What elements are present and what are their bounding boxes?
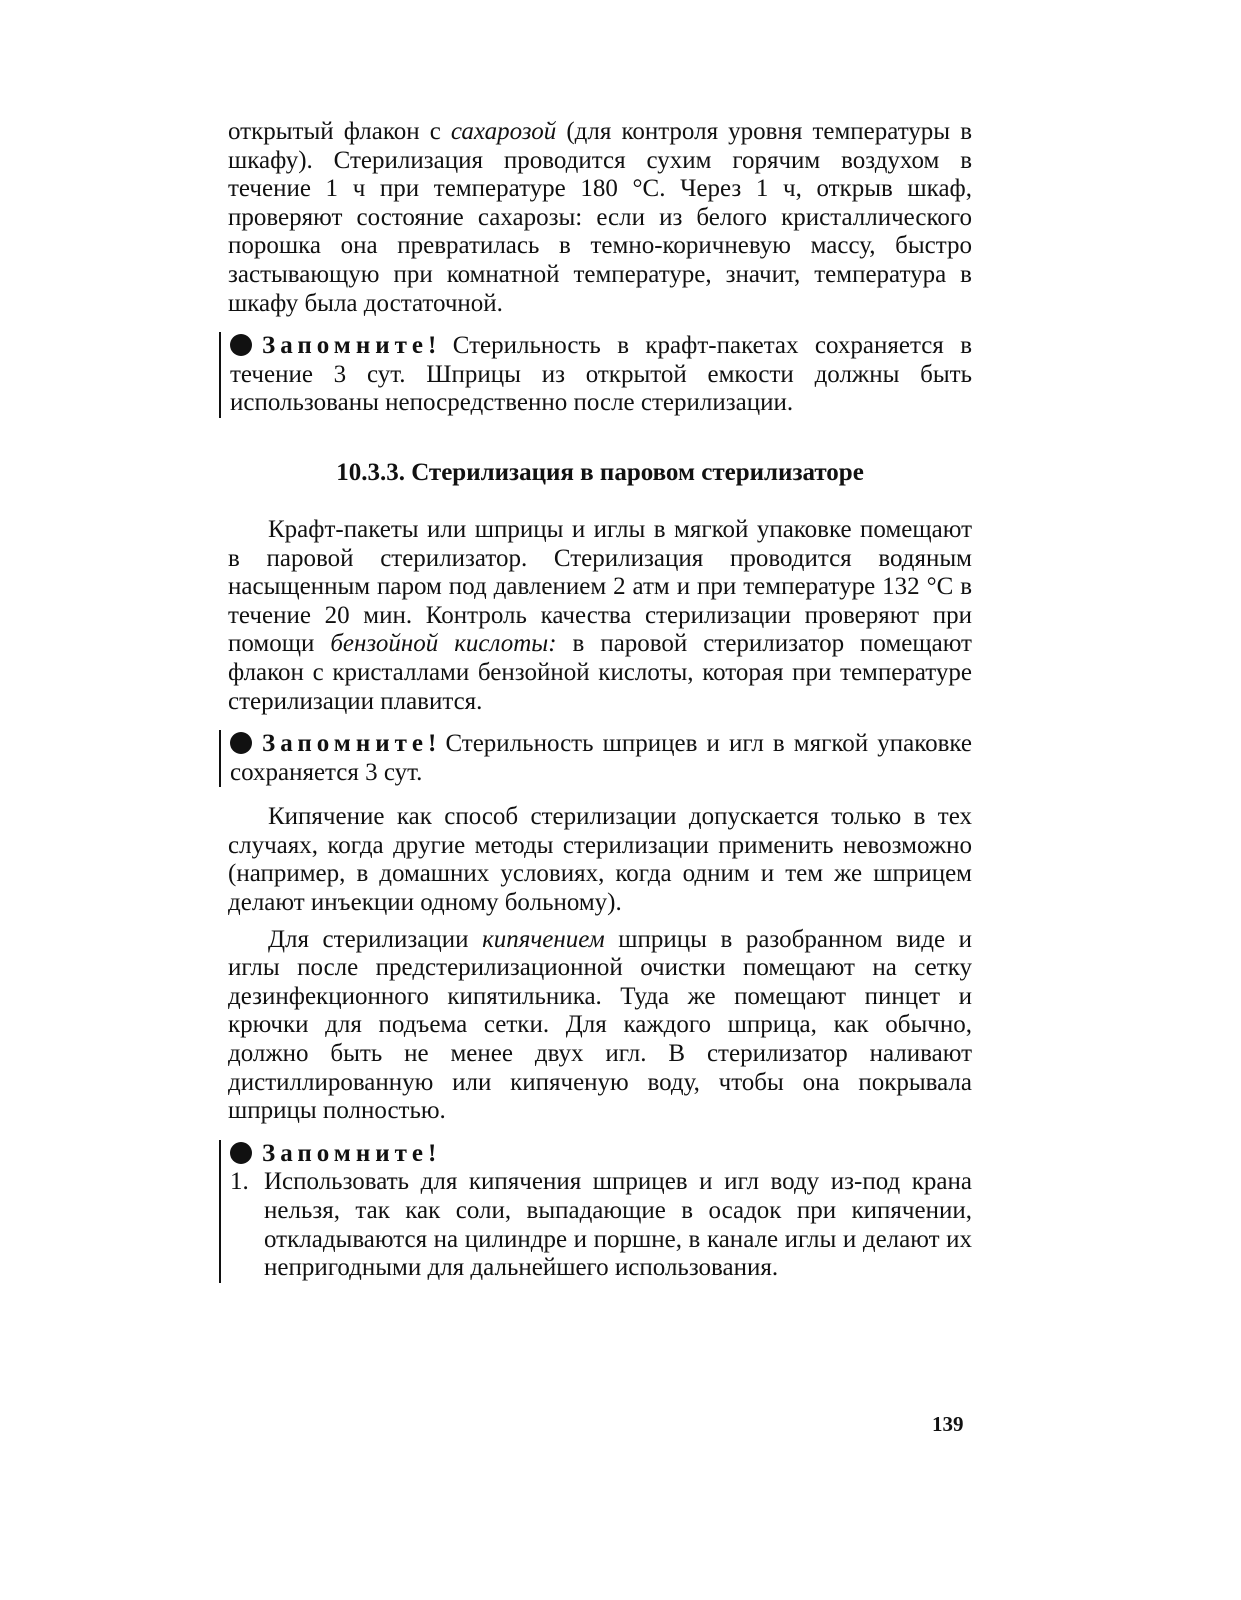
list-number: 1.	[230, 1168, 249, 1196]
list-item	[230, 1168, 972, 1282]
paragraph-text: Крафт-пакеты или шприцы и иглы в мягкой упаковке помещают в паровой стерилизатор. Стерилизация проводится водяным насыщенным паром под давлением 2 атм и при температуре 132 °С в течение 20 мин. Контроль качества стерилизации проверяют при помощи	[228, 515, 972, 658]
remember-note-2	[228, 730, 972, 787]
note-text	[230, 730, 972, 787]
note-margin-bar	[219, 1140, 221, 1283]
note-body: Стерильность в крафт-пакетах сохраняется в течение 3 сут. Шприцы из открытой емкости должны быть использованы непосредственно после стерилизации.	[230, 332, 972, 417]
list-text: Использовать для кипячения шприцев и игл воду из-под крана нельзя, так как соли, выпадающие в осадок при кипячении, откладываются на цилиндре и поршне, в канале иглы и делают их непригодными для дальнейшего использования.	[264, 1168, 972, 1282]
bullet-icon	[230, 1142, 252, 1164]
paragraph-text: Для стерилизации	[268, 925, 483, 953]
bullet-icon	[230, 334, 252, 356]
paragraph-text: открытый флакон с	[228, 118, 451, 145]
note-heading	[230, 1140, 972, 1169]
bullet-icon	[230, 732, 252, 754]
page-content	[228, 118, 972, 1283]
remember-note-3	[228, 1140, 972, 1283]
italic-term: бензойной кислоты:	[330, 630, 557, 658]
note-margin-bar	[219, 730, 221, 787]
italic-term: кипячением	[482, 925, 605, 953]
note-label: Запомните	[262, 1139, 429, 1167]
note-exclamation: !	[428, 332, 437, 360]
note-body: Стерильность шприцев и игл в мягкой упаковке сохраняется 3 сут.	[230, 730, 972, 786]
note-label: Запомните	[262, 730, 429, 758]
section-heading: 10.3.3. Стерилизация в паровом стерилизаторе	[336, 458, 864, 486]
note-margin-bar	[219, 332, 221, 418]
paragraph-boiling-method: Кипячение как способ стерилизации допускается только в тех случаях, когда другие методы стерилизации применить невозможно (например, в домашних условиях, когда одним и тем же шприцем делают инъекции одному больному).	[228, 803, 972, 917]
paragraph-boiling-procedure	[228, 926, 972, 1126]
paragraph-text: шприцы в разобранном виде и иглы после предстерилизационной очистки помещают на сетку дезинфекционного кипятильника. Туда же помещают пинцет и крючки для подъема сетки. Для каждого шприца, как обычно, должно быть не менее двух игл. В стерилизатор наливают дистиллированную или кипяченую воду, чтобы она покрывала шприцы полностью.	[228, 925, 972, 1125]
paragraph-text: в паровой стерилизатор помещают флакон с кристаллами бензойной кислоты, которая при температуре стерилизации плавится.	[228, 630, 972, 715]
page-number: 139	[932, 1412, 964, 1436]
note-text	[230, 332, 972, 418]
note-exclamation: !	[428, 1139, 437, 1167]
remember-note-1	[228, 332, 972, 418]
paragraph-text: (для контроля уровня температуры в шкафу). Стерилизация проводится сухим горячим воздухом в течение 1 ч при температуре 180 °С. Через 1 ч, открыв шкаф, проверяют состояние сахарозы: если из белого кристаллического порошка она превратилась в темно-коричневую массу, быстро застывающую при комнатной температуре, значит, температура в шкафу была достаточной.	[228, 118, 972, 317]
italic-term: сахарозой	[450, 118, 557, 145]
note-exclamation: !	[428, 730, 437, 758]
note-label: Запомните	[262, 332, 429, 360]
paragraph-sugar-control	[228, 118, 972, 318]
paragraph-steam-sterilizer	[228, 516, 972, 716]
